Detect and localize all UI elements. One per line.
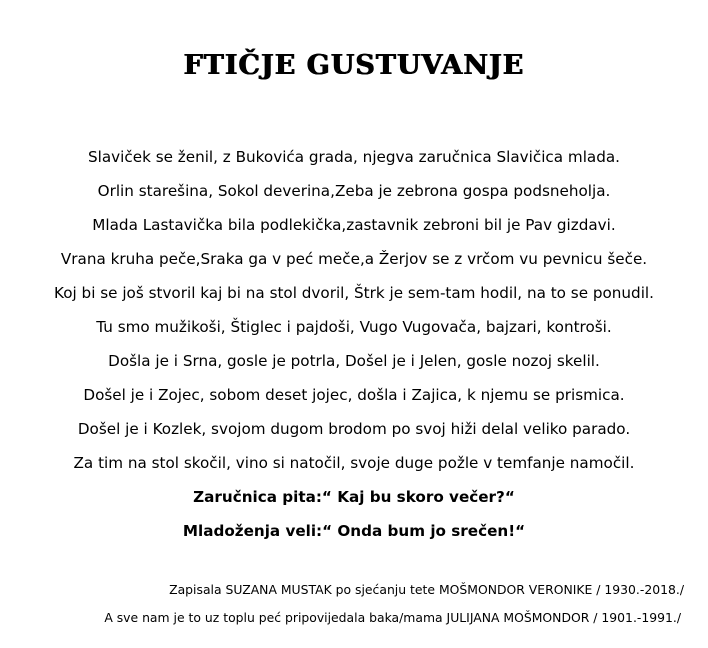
poem-line: Za tim na stol skočil, vino si natočil, svoje duge požle v temfanje namočil.: [73, 454, 635, 472]
poem-line: Koj bi se još stvoril kaj bi na stol dvoril, Štrk je sem-tam hodil, na to se ponudil.: [54, 284, 654, 302]
credit-narrated-by: A sve nam je to uz toplu peć pripovijedala baka/mama JULIJANA MOŠMONDOR / 1901.-1991./: [104, 610, 681, 625]
poem-line: Došla je i Srna, gosle je potrla, Došel je i Jelen, gosle nozoj skelil.: [108, 352, 600, 370]
credit-recorded-by: Zapisala SUZANA MUSTAK po sjećanju tete MOŠMONDOR VERONIKE / 1930.-2018./: [169, 582, 684, 597]
poem-closing-line: Mladoženja veli:“ Onda bum jo srečen!“: [182, 522, 526, 540]
poem-line: Orlin starešina, Sokol deverina,Zeba je zebrona gospa podsneholja.: [97, 182, 611, 200]
poem-line: Došel je i Zojec, sobom deset jojec, došla i Zajica, k njemu se prismica.: [83, 386, 625, 404]
poem-title: FTIČJE GUSTUVANJE: [183, 50, 525, 81]
poem-line: Vrana kruha peče,Sraka ga v peć meče,a Žerjov se z vrčom vu pevnicu šeče.: [60, 250, 648, 268]
poem-closing-line: Zaručnica pita:“ Kaj bu skoro večer?“: [193, 488, 515, 506]
poem-line: Slaviček se ženil, z Bukovića grada, njegva zaručnica Slavičica mlada.: [88, 148, 620, 166]
poem-line: Došel je i Kozlek, svojom dugom brodom po svoj hiži delal veliko parado.: [77, 420, 631, 438]
poem-line: Mlada Lastavička bila podlekička,zastavnik zebroni bil je Pav gizdavi.: [92, 216, 616, 234]
poem-line: Tu smo mužikoši, Štiglec i pajdoši, Vugo Vugovača, bajzari, kontroši.: [96, 318, 612, 336]
poem-body: [0, 144, 708, 552]
